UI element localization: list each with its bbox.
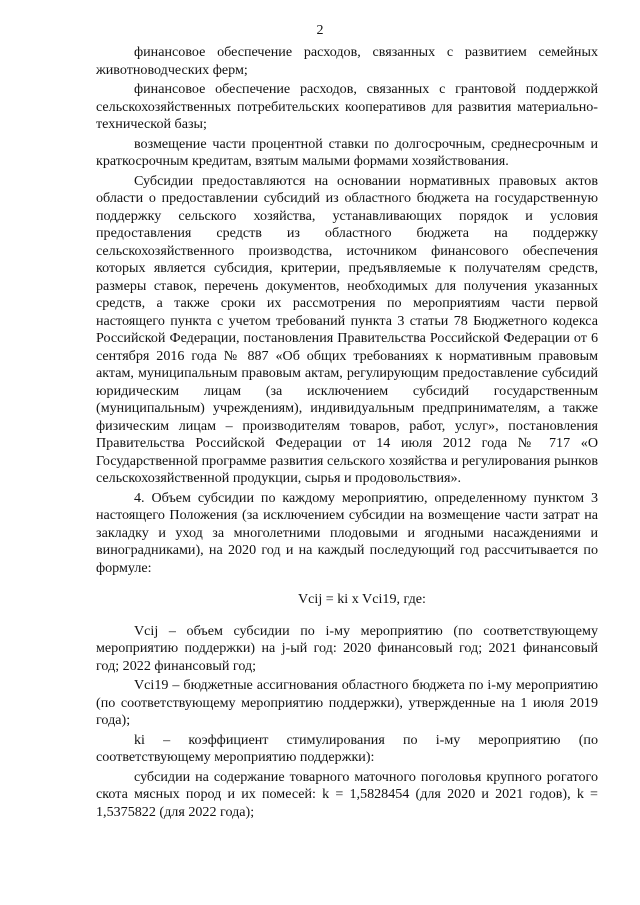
page-number: 2	[316, 23, 324, 38]
definition-vcij: Vcij – объем субсидии по i-му мероприятию (по соответствующему мероприятию поддержки) на j-ый год: 2020 финансовый год; 2021 финансовый год; 2022 финансовый год;	[96, 622, 598, 674]
definition-cattle-subsidy: субсидии на содержание товарного маточного поголовья крупного рогатого скота мясных пород и их помесей: k = 1,5828454 (для 2020 и 2021 годов), k = 1,5375822 (для 2022 года);	[96, 768, 598, 820]
paragraph-cooperatives-grant: финансовое обеспечение расходов, связанных с грантовой поддержкой сельскохозяйственных потребительских кооперативов для развития материально-технической базы;	[96, 81, 598, 132]
paragraph-subsidy-volume: 4. Объем субсидии по каждому мероприятию, определенному пунктом 3 настоящего Положения (за исключением субсидии на возмещение части затрат на закладку и уход за многолетними плодовыми и ягодными насаждениями и виноградниками), на 2020 год и на каждый последующий год рассчитывается по формуле:	[96, 489, 598, 576]
definition-vci19: Vci19 – бюджетные ассигнования областного бюджета по i-му мероприятию (по соответствующему мероприятию поддержки), утвержденные на 1 июля 2019 года);	[96, 677, 598, 728]
paragraph-interest-rate: возмещение части процентной ставки по долгосрочным, среднесрочным и краткосрочным кредитам, взятым малыми формами хозяйствования.	[96, 135, 598, 169]
paragraph-family-farms: финансовое обеспечение расходов, связанных с развитием семейных животноводческих ферм;	[96, 44, 598, 78]
definition-ki: ki – коэффициент стимулирования по i-му мероприятию (по соответствующему мероприятию поддержки):	[96, 731, 598, 765]
paragraph-subsidy-legal-basis: Субсидии предоставляются на основании нормативных правовых актов области о предоставлении субсидий из областного бюджета на государственную поддержку сельского хозяйства, устанавливающих порядок и условия предоставления средств из областного бюджета на поддержку сельскохозяйственного производства, источником финансового обеспечения которых является субсидия, критерии, предъявляемые к получателям средств, размеры ставок, перечень документов, необходимых для получения указанных средств, а также сроки их рассмотрения по мероприятиям части первой настоящего пункта с учетом требований пункта 3 статьи 78 Бюджетного кодекса Российской Федерации, постановления Правительства Российской Федерации от 6 сентября 2016 года № 887 «Об общих требованиях к нормативным правовым актам, муниципальным правовым актам, регулирующим предоставление субсидий юридическим лицам (за исключением субсидий государственным (муниципальным) учреждениям), индивидуальным предпринимателям, а также физическим лицам – производителям товаров, работ, услуг», постановления Правительства Российской Федерации от 14 июля 2012 года № 717 «О Государственной программе развития сельского хозяйства и регулирования рынков сельскохозяйственной продукции, сырья и продовольствия».	[96, 172, 598, 486]
formula: Vcij = ki x Vci19, где:	[298, 591, 426, 607]
document-body	[96, 44, 598, 823]
